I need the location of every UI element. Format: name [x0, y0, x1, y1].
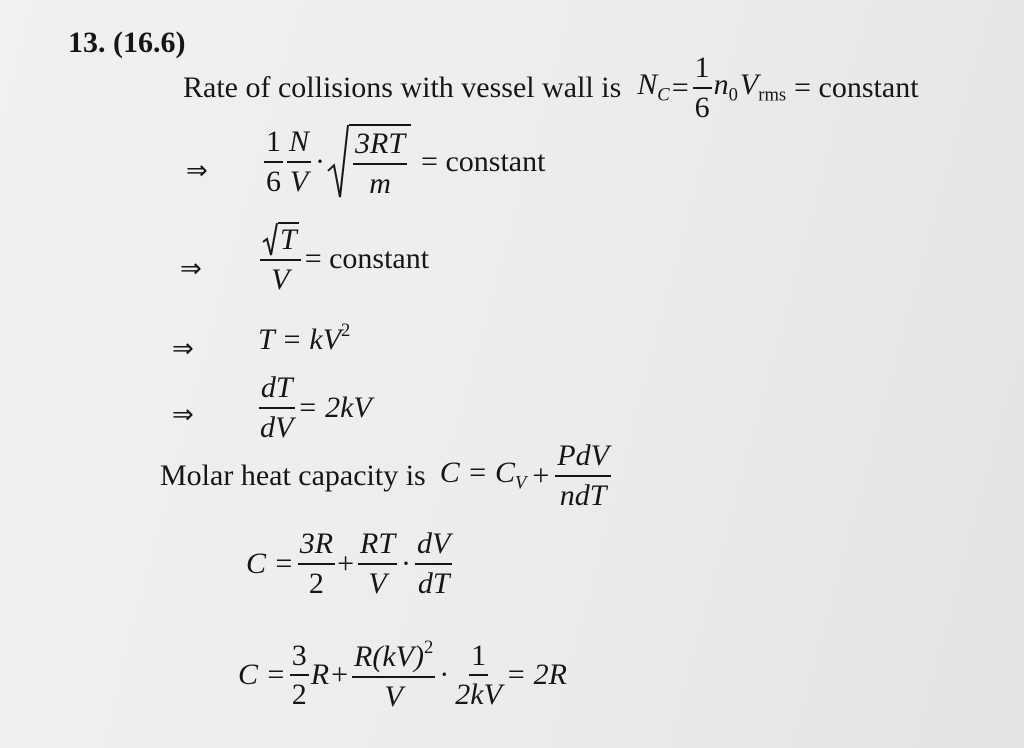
implies-arrow-4: ⇒ — [172, 400, 194, 430]
problem-header — [68, 26, 185, 60]
step-3-equation: $T = kV^2$ — [258, 320, 351, 357]
implies-arrow-2: ⇒ — [180, 254, 202, 284]
intro-line — [183, 52, 921, 123]
capacity-equation-1: C = $\frac{3R}{2}$ + $\frac{RT}{V}$ · $\frac{dV}{dT}$ — [246, 527, 451, 600]
equals-sign: = — [671, 70, 689, 104]
rms-speed-symbol: $V_{rms}$ — [739, 68, 787, 106]
fraction-1-over-2kv: $\frac{1}{2kV}$ — [455, 638, 502, 711]
collision-rate-symbol: $N_C$ — [637, 68, 670, 106]
derivative-result: = 2kV — [297, 390, 372, 424]
dot-operator: · — [401, 546, 412, 580]
radical-sign-icon — [327, 124, 349, 199]
fraction-sqrt-t-over-v: $\frac{T}{V}$ — [260, 222, 301, 296]
square-root-expression — [327, 124, 411, 199]
molar-heat-capacity-line — [160, 440, 613, 511]
fraction-n-over-v: $\frac{N}{V}$ — [289, 125, 310, 198]
fraction-dv-over-dt: $\frac{dV}{dT}$ — [417, 527, 451, 600]
dot-operator: · — [315, 144, 326, 178]
step-1-equation — [262, 124, 547, 199]
constant-text: = constant — [304, 241, 430, 275]
plus-sign: + — [532, 458, 550, 492]
number-density-symbol: $n_0$ — [713, 68, 738, 106]
constant-text: = constant — [421, 144, 546, 178]
implies-arrow-1: ⇒ — [186, 156, 208, 186]
problem-number: 13. — [68, 26, 106, 59]
fraction-rt-over-v: $\frac{RT}{V}$ — [360, 527, 396, 600]
fraction-3-over-2: $\frac{3}{2}$ — [291, 638, 307, 711]
capacity-equation-2: C = $\frac{3}{2}$ R + $\frac{R(kV)^2}{V}$ · $\frac{1}{2kV}$ = 2R — [238, 637, 567, 713]
fraction-one-sixth: $\frac{1}{6}$ — [694, 51, 710, 124]
heat-capacity-symbol: $C = C_V$ — [439, 456, 527, 494]
radical-sign-icon — [262, 222, 278, 256]
final-result: = 2R — [505, 658, 567, 691]
fraction-dt-over-dv: $\frac{dT}{dV}$ — [260, 371, 294, 444]
fraction-rkv2-over-v: $\frac{R(kV)^2}{V}$ — [354, 637, 434, 713]
implies-arrow-3: ⇒ — [172, 334, 194, 364]
fraction-one-sixth: $\frac{1}{6}$ — [266, 125, 281, 198]
dot-operator: · — [439, 658, 450, 691]
problem-reference: (16.6) — [113, 26, 186, 59]
constant-text: = constant — [794, 70, 919, 104]
fraction-3r-over-2: $\frac{3R}{2}$ — [299, 527, 334, 600]
step-4-equation — [256, 372, 374, 443]
step-2-equation — [258, 222, 431, 296]
intro-text: Rate of collisions with vessel wall is — [183, 70, 622, 104]
fraction-3rt-over-m: $\frac{3RT}{m}$ — [355, 127, 406, 200]
molar-text: Molar heat capacity is — [160, 458, 426, 492]
fraction-pdv-over-ndt: $\frac{\text{PdV}}{\text{ndT}}$ — [557, 439, 609, 512]
